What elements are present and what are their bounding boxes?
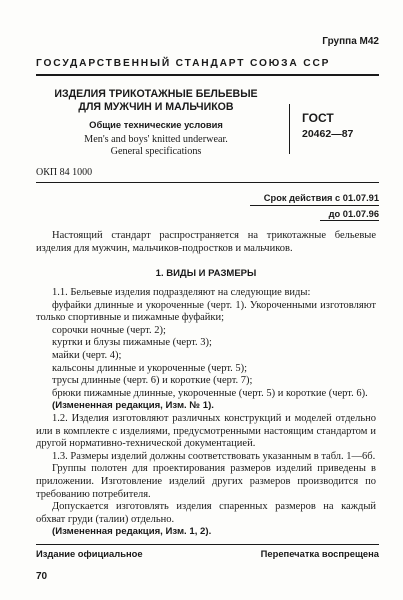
section-title: 1. ВИДЫ И РАЗМЕРЫ	[155, 268, 257, 279]
section-body	[36, 287, 376, 539]
standard-heading: ГОСУДАРСТВЕННЫЙ СТАНДАРТ СОЮЗА ССР	[36, 58, 331, 69]
footer-rule	[36, 544, 379, 545]
english-title	[36, 134, 276, 158]
validity-rule-2	[320, 220, 379, 221]
item-briefs: трусы длинные (черт. 6) и короткие (черт. 7);	[52, 375, 253, 387]
validity-start: Срок действия с 01.07.91	[263, 193, 379, 203]
gost-divider	[289, 104, 290, 154]
title-line-2: ДЛЯ МУЖЧИН И МАЛЬЧИКОВ	[78, 101, 234, 113]
document-title	[36, 88, 276, 114]
intro-text: Настоящий стандарт распространяется на трикотажные бельевые изделия для мужчин, мальчиков-подростков и мальчиков.	[36, 230, 376, 254]
validity-end: до 01.07.96	[328, 209, 379, 219]
english-title-line-1: Men's and boys' knitted underwear.	[84, 134, 228, 145]
page-number: 70	[36, 571, 48, 582]
okp-code: ОКП 84 1000	[36, 167, 93, 178]
item-longjohns: кальсоны длинные и укороченные (черт. 5);	[52, 362, 248, 374]
header-rule	[36, 74, 379, 76]
okp-rule	[36, 182, 379, 183]
item-1-1: 1.1. Бельевые изделия подразделяют на следующие виды:	[52, 287, 311, 298]
validity-rule-1	[250, 205, 379, 206]
item-pajama-jacket: куртки и блузы пижамные (черт. 3);	[52, 337, 212, 349]
group-label: Группа М42	[322, 36, 379, 47]
item-1-2: 1.2. Изделия изготовляют различных конструкций и моделей отдельно или в комплекте с изделиями, предусмотренными настоящим стандартом и другой нормативно-технической документацией.	[36, 412, 376, 450]
item-fabric-groups: Группы полотен для проектирования размеров изделий приведены в приложении. Изготовление изделий других размеров производится по требованию потребителя.	[36, 463, 376, 500]
english-title-line-2: General specifications	[110, 146, 202, 157]
item-pajama-trousers: брюки пижамные длинные, укороченные (черт. 5) и короткие (черт. 6).	[52, 387, 368, 399]
item-singlet: майки (черт. 4);	[52, 349, 122, 361]
intro-paragraph	[36, 230, 376, 255]
gost-label: ГОСТ	[302, 111, 334, 125]
amendment-note-1: (Измененная редакция, Изм. № 1).	[52, 400, 214, 412]
title-line-1: ИЗДЕЛИЯ ТРИКОТАЖНЫЕ БЕЛЬЕВЫЕ	[54, 88, 258, 100]
item-paired-sizes: Допускается изготовлять изделия спаренных размеров на каждый обхват груди (талии) отдельно.	[36, 501, 376, 525]
document-subtitle: Общие технические условия	[89, 119, 223, 130]
amendment-note-2: (Измененная редакция, Изм. 1, 2).	[52, 526, 212, 538]
item-nightshirt: сорочки ночные (черт. 2);	[52, 324, 166, 336]
footer-official-edition: Издание официальное	[36, 548, 143, 559]
gost-number: 20462—87	[302, 128, 354, 140]
item-1-3: 1.3. Размеры изделий должны соответствовать указанным в табл. 1—6б.	[52, 450, 376, 462]
footer-reprint-notice: Перепечатка воспрещена	[260, 548, 379, 559]
item-vest: фуфайки длинные и укороченные (черт. 1). Укороченными изготовляют только спортивные и пижамные фуфайки;	[36, 299, 376, 324]
